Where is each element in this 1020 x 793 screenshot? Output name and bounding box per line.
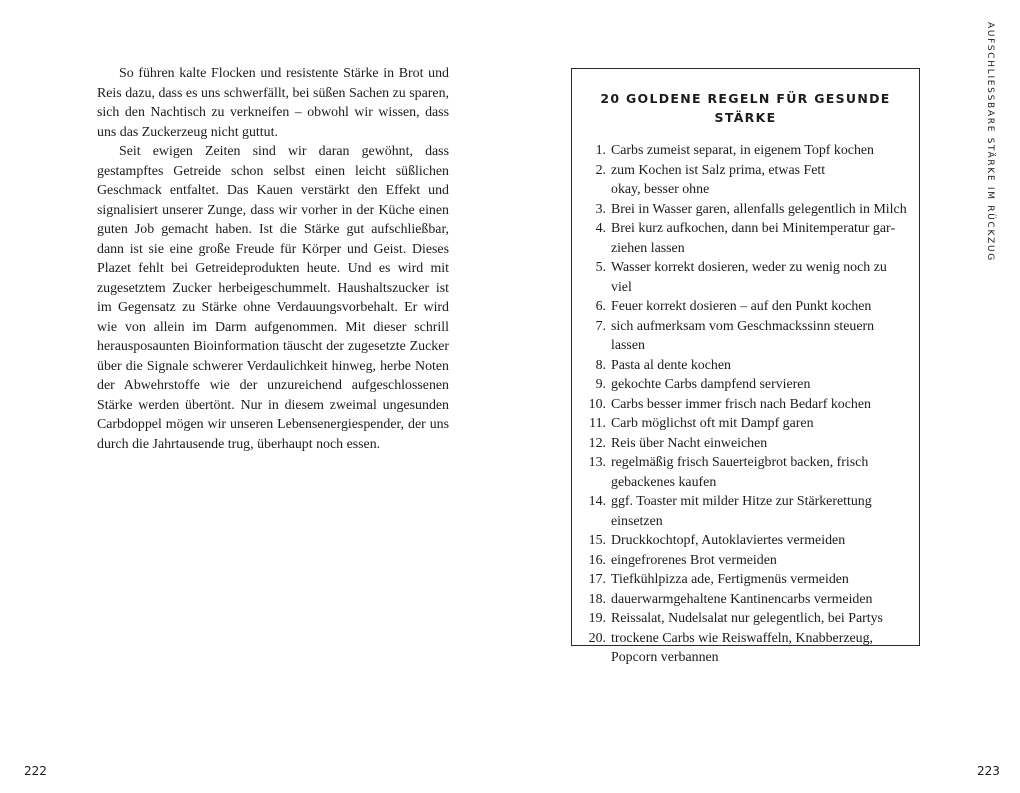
rule-number: 17. <box>588 572 606 587</box>
list-item <box>572 356 919 376</box>
rules-box <box>571 68 920 665</box>
rule-text: Tiefkühlpizza ade, Fertigmenüs vermeiden <box>611 572 849 587</box>
rule-text: trockene Carbs wie Reiswaffeln, Knabberzeug, Popcorn verbannen <box>611 630 874 665</box>
list-item <box>572 219 919 258</box>
rule-text: Druckkochtopf, Autoklaviertes vermeiden <box>611 533 846 548</box>
rule-text: Carbs besser immer frisch nach Bedarf kochen <box>611 396 871 412</box>
rule-text: dauerwarmgehaltene Kantinencarbs vermeiden <box>611 591 873 607</box>
list-item <box>572 453 919 492</box>
list-item <box>572 531 919 551</box>
list-item <box>572 141 919 161</box>
rule-number: 12. <box>588 435 606 451</box>
rule-text: zum Kochen ist Salz prima, etwas Fett okay, besser ohne <box>611 162 826 197</box>
rule-text: Carb möglichst oft mit Dampf garen <box>611 416 814 431</box>
rule-number: 2. <box>595 162 606 178</box>
rule-number: 6. <box>595 299 606 314</box>
rule-number: 5. <box>595 260 606 275</box>
rule-number: 8. <box>595 357 606 373</box>
rule-number: 20. <box>588 630 606 646</box>
rules-list <box>572 141 919 668</box>
rule-number: 15. <box>588 533 606 548</box>
rule-number: 9. <box>595 377 606 392</box>
rule-text: ggf. Toaster mit milder Hitze zur Stärkerettung einsetzen <box>611 494 872 529</box>
rules-box-title: 20 GOLDENE REGELN FÜR GESUNDE STÄRKE <box>600 91 891 125</box>
rule-number: 11. <box>589 416 606 431</box>
rule-text: Carbs zumeist separat, in eigenem Topf kochen <box>611 143 874 158</box>
rule-number: 13. <box>588 455 606 470</box>
rule-text: eingefrorenes Brot vermeiden <box>611 552 777 568</box>
rule-number: 10. <box>588 396 606 412</box>
page-number-left: 222 <box>24 764 47 778</box>
rule-text: Reis über Nacht einweichen <box>611 435 768 451</box>
rule-number: 3. <box>595 201 606 217</box>
page-number-right: 223 <box>977 764 1000 778</box>
rule-text: Pasta al dente kochen <box>611 357 731 373</box>
list-item <box>572 609 919 629</box>
list-item <box>572 629 919 668</box>
list-item <box>572 200 919 220</box>
rule-text: Wasser korrekt dosieren, weder zu wenig noch zu viel <box>611 260 887 295</box>
list-item <box>572 570 919 590</box>
rule-text: regelmäßig frisch Sauerteigbrot backen, frisch gebackenes kaufen <box>611 455 869 490</box>
rule-number: 1. <box>595 143 606 158</box>
rule-text: Feuer korrekt dosieren – auf den Punkt kochen <box>611 299 872 314</box>
rule-number: 4. <box>595 221 606 236</box>
rule-number: 7. <box>595 318 606 334</box>
rule-text: Reissalat, Nudelsalat nur gelegentlich, bei Partys <box>611 611 883 626</box>
paragraph: Seit ewigen Zeiten sind wir daran gewöhnt, dass gestampftes Getreide schon selbst einen leicht süßlichen Geschmack entfaltet. Das Kauen verstärkt den Effekt und signalisiert unserer Zunge, dass wir vorher in der Küche einen guten Job gemacht haben. Ist die Stärke gut aufschließbar, dann ist sie eine große Freude für Körper und Geist. Dieses Plazet fehlt bei Getreideprodukten heute. Und es wird mit zugesetztem Zucker herbeigeschummelt. Haushaltszucker ist im Gegensatz zu Stärke ohne Verdauungsvorbehalt. Er wird wie von allein im Darm aufgenommen. Mit dieser schrill herausposaunten Bioinformation täuscht der zugesetzte Zucker über die Signale schwerer Verdaulichkeit hinweg, herbe Noten der Abwehrstoffe wie der unzureichend aufgeschlossenen Stärke werden übertönt. Nur in diesem zweimal ungesunden Carbdoppel mögen wir unseren Lebensenergiespender, der uns durch die Jahrtausende trug, überhaupt noch essen. <box>97 144 449 452</box>
list-item <box>572 375 919 395</box>
list-item <box>572 258 919 297</box>
rule-text: gekochte Carbs dampfend servieren <box>611 377 811 392</box>
rule-text: Brei in Wasser garen, allenfalls gelegentlich in Milch <box>611 201 907 217</box>
list-item <box>572 551 919 571</box>
list-item <box>572 317 919 356</box>
list-item <box>572 434 919 454</box>
list-item <box>572 414 919 434</box>
rule-text: sich aufmerksam vom Geschmackssinn steuern lassen <box>611 318 875 353</box>
rule-number: 18. <box>588 591 606 607</box>
rule-number: 16. <box>588 552 606 568</box>
running-head: AUFSCHLIESSBARE STÄRKE IM RÜCKZUG <box>985 22 995 262</box>
paragraph: So führen kalte Flocken und resistente Stärke in Brot und Reis dazu, dass es uns schwerfällt, bei süßen Sachen zu sparen, sich den Nachtisch zu verkneifen – obwohl wir wissen, dass uns das Zuckerzeug nicht guttut. <box>97 66 449 140</box>
left-page-body <box>97 64 449 454</box>
rule-number: 14. <box>588 494 606 509</box>
list-item <box>572 395 919 415</box>
rule-number: 19. <box>588 611 606 626</box>
list-item <box>572 297 919 317</box>
rule-text: Brei kurz aufkochen, dann bei Minitemperatur garziehen lassen <box>611 221 896 256</box>
list-item <box>572 161 919 200</box>
list-item <box>572 590 919 610</box>
list-item <box>572 492 919 531</box>
